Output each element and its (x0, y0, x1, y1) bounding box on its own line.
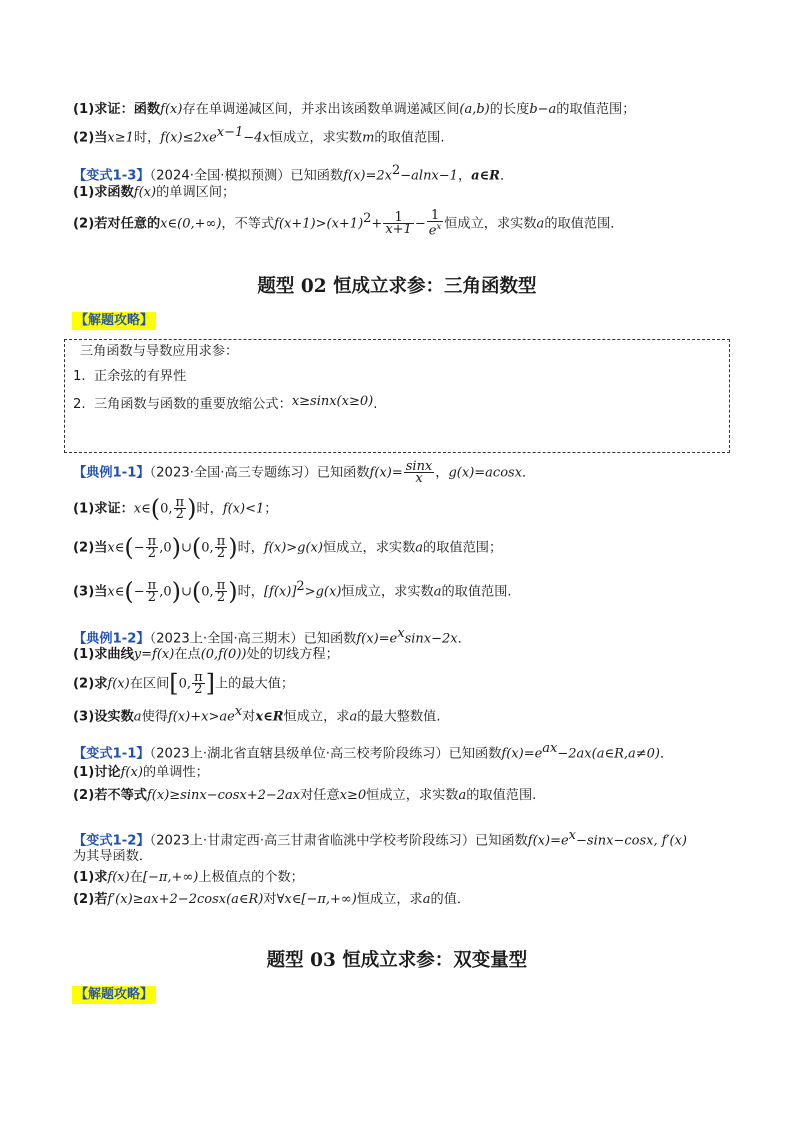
fraction: $\frac{1}{x+1}$ (385, 209, 412, 237)
variant-1-2-stem: 【变式1-2】（2023上·甘肃定西·高三甘肃省临洮中学校考阶段练习）已知函数$f(x)=e^x-\sin x-\cos x$, f′(x) (73, 828, 687, 849)
question-line-2: (2)当x≥1时，$f(x)\le 2xe^{x-1}-4x$恒成立，求实数m的取值范围. (73, 125, 445, 146)
variant-1-3-q1: (1)求函数f(x)的单调区间； (73, 185, 236, 200)
variant-1-2-q1: (1)求f(x)在[−π,+∞)上极值点的个数； (73, 870, 304, 885)
section-heading-02: 题型 02 恒成立求参：三角函数型 (257, 276, 537, 297)
variant-1-3-stem: 【变式1-3】（2024·全国·模拟预测）已知函数$f(x)=2x^2-alnx-1$，a∈R． (73, 163, 514, 184)
example-1-2-stem: 【典例1-2】（2023上·全国·高三期末）已知函数$f(x)=e^x\sin x-2x$． (73, 626, 471, 647)
fraction: $\frac{\pi}{2}$ (194, 670, 203, 697)
strategy-item-2: 2. 三角函数与函数的重要放缩公式：x≥sinx(x≥0). (73, 394, 378, 412)
example-1-2-q2: (2)求f(x)在区间[0, $\frac{\pi}{2}$ ]上的最大值； (73, 669, 295, 698)
section-heading-03: 题型 03 恒成立求参：双变量型 (266, 950, 528, 971)
fraction: $\frac{\sin x}{x}$ (405, 459, 433, 486)
variant-1-1-q2: (2)若不等式f(x)≥sinx−cosx+2−2ax对任意x≥0恒成立，求实数a的取值范围. (73, 788, 537, 803)
fraction: $\frac{1}{e^x}$ (428, 208, 442, 239)
example-label: 【典例1-1】 (73, 465, 150, 481)
example-1-1-q3: (3)当x∈(− $\frac{\pi}{2}$ ,0)∪(0, $\frac{\pi}{2}$ )时，$[f(x)]^2>g(x)$恒成立，求实数a的取值范围. (73, 577, 512, 606)
fraction: $\frac{\pi}{2}$ (175, 495, 185, 522)
variant-1-2-q2: (2)若f′(x)≥ax+2−2cosx(a∈R)对∀x∈[−π,+∞)恒成立，求a的值． (73, 892, 471, 907)
example-label: 【典例1-2】 (73, 631, 150, 647)
variant-label: 【变式1-1】 (73, 746, 150, 762)
variant-label: 【变式1-2】 (73, 833, 150, 849)
example-1-1-stem: 【典例1-1】（2023·全国·高三专题练习）已知函数f(x)= $\frac{\sin x}{x}$ ，g(x)=acosx． (73, 459, 536, 486)
example-1-2-q3: (3)设实数a使得$f(x)+x>ae^x$对x∈R恒成立，求a的最大整数值. (73, 704, 441, 725)
variant-1-2-stem-cont: 为其导函数． (73, 849, 153, 864)
variant-1-3-q2: (2)若对任意的x∈(0,+∞)，不等式$f(x+1)>(x+1)^2+$ $\frac{1}{x+1}$ − $\frac{1}{e^x}$ 恒成立，求实数a的取值范围． (73, 208, 624, 239)
strategy-intro: 三角函数与导数应用求参： (80, 344, 239, 359)
strategy-tag: 【解题攻略】 (72, 312, 156, 330)
question-line-1: (1)求证：函数f(x)存在单调递减区间，并求出该函数单调递减区间(a,b)的长度b−a的取值范围； (73, 102, 636, 117)
strategy-item-1: 1. 正余弦的有界性 (73, 369, 187, 384)
fraction: $\frac{\pi}{2}$ (216, 577, 226, 605)
fraction: $\frac{\pi}{2}$ (147, 577, 157, 605)
example-1-2-q1: (1)求曲线y=f(x)在点(0,f(0))处的切线方程； (73, 647, 339, 662)
variant-label: 【变式1-3】 (73, 168, 150, 184)
strategy-tag-2: 【解题攻略】 (72, 986, 156, 1004)
variant-1-1-stem: 【变式1-1】（2023上·湖北省直辖县级单位·高三校考阶段练习）已知函数$f(x)=e^{ax}-2ax(a\in R,a\ne 0)$． (73, 741, 674, 762)
fraction: $\frac{\pi}{2}$ (147, 534, 157, 561)
fraction: $\frac{\pi}{2}$ (216, 534, 226, 561)
example-1-1-q1: (1)求证：x∈(0, $\frac{\pi}{2}$ )时，f(x)<1； (73, 494, 278, 523)
example-1-1-q2: (2)当x∈(− $\frac{\pi}{2}$ ,0)∪(0, $\frac{\pi}{2}$ )时，f(x)>g(x)恒成立，求实数a的取值范围； (73, 533, 503, 562)
variant-1-1-q1: (1)讨论f(x)的单调性； (73, 765, 209, 780)
